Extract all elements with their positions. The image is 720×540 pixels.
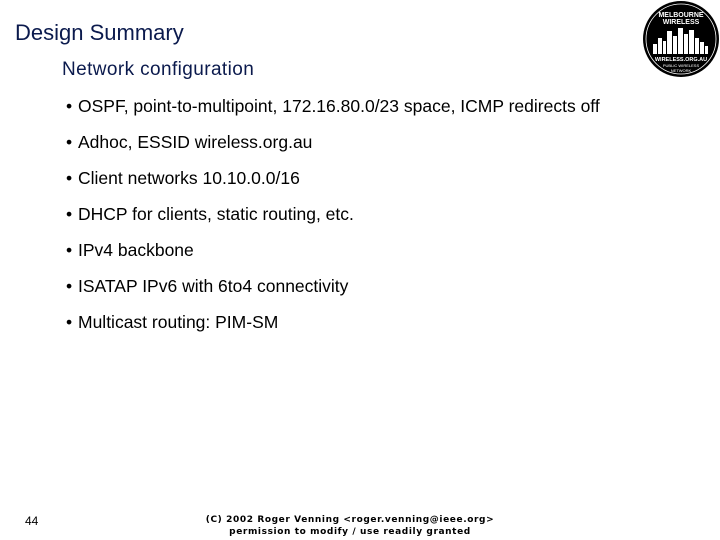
logo-text-line1: MELBOURNE [658, 12, 704, 19]
bullet-marker: • [66, 240, 73, 260]
bullet-marker: • [66, 204, 73, 224]
page-number: 44 [25, 514, 39, 528]
bullet-marker: • [66, 168, 73, 188]
bullet-text: Multicast routing: PIM-SM [78, 312, 279, 332]
slide-title: Design Summary [15, 20, 184, 45]
bullet-item [66, 131, 626, 153]
bullet-item [66, 239, 626, 261]
melbourne-wireless-logo [641, 0, 720, 80]
bullet-item [66, 167, 626, 189]
logo-text-line4: PUBLIC WIRELESS [662, 63, 700, 68]
bullet-list [66, 95, 626, 347]
bullet-text: OSPF, point-to-multipoint, 172.16.80.0/23 space, ICMP redirects off [78, 96, 600, 116]
footer-line-2: permission to modify / use readily granted [229, 527, 471, 537]
bullet-item [66, 311, 626, 333]
slide-subtitle: Network configuration [62, 59, 255, 80]
bullet-marker: • [66, 276, 73, 296]
footer-line-1: (C) 2002 Roger Venning <roger.venning@ieee.org> [205, 515, 495, 525]
copyright-footer [190, 514, 510, 538]
logo-text-line2: WIRELESS [662, 19, 700, 26]
bullet-text: IPv4 backbone [78, 240, 194, 260]
bullet-marker: • [66, 96, 73, 116]
bullet-text: DHCP for clients, static routing, etc. [78, 204, 354, 224]
bullet-item [66, 275, 626, 297]
bullet-item [66, 95, 626, 117]
bullet-marker: • [66, 312, 73, 332]
bullet-text: ISATAP IPv6 with 6to4 connectivity [78, 276, 349, 296]
bullet-marker: • [66, 132, 73, 152]
bullet-text: Client networks 10.10.0.0/16 [78, 168, 300, 188]
logo-text-line3: WIRELESS.ORG.AU [654, 57, 708, 63]
bullet-item [66, 203, 626, 225]
logo-text-line5: NETWORK [670, 68, 692, 73]
bullet-text: Adhoc, ESSID wireless.org.au [78, 132, 313, 152]
